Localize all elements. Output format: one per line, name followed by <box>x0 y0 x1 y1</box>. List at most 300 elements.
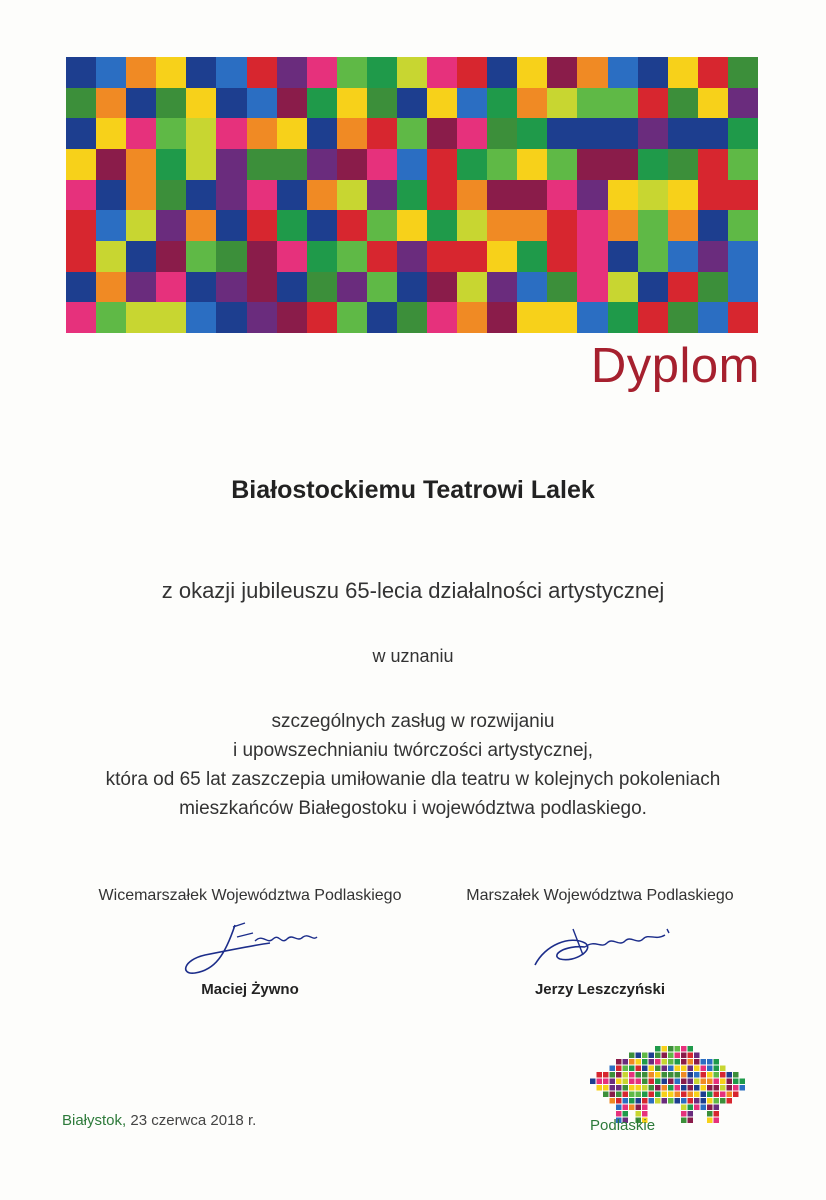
bison-tile <box>694 1105 700 1111</box>
mosaic-tile <box>216 210 246 241</box>
mosaic-tile <box>307 302 337 333</box>
bison-tile <box>714 1118 720 1124</box>
mosaic-tile <box>247 57 277 88</box>
mosaic-tile <box>698 88 728 119</box>
mosaic-tile <box>668 210 698 241</box>
bison-tile <box>688 1098 694 1104</box>
mosaic-tile <box>698 272 728 303</box>
bison-tile <box>629 1105 635 1111</box>
bison-tile <box>720 1066 726 1072</box>
mosaic-tile <box>216 241 246 272</box>
mosaic-tile <box>638 118 668 149</box>
bison-tile <box>636 1098 642 1104</box>
bison-tile <box>681 1118 687 1124</box>
bison-tile <box>727 1079 733 1085</box>
merits-line: która od 65 lat zaszczepia umiłowanie dla teatru w kolejnych pokoleniach <box>105 769 721 790</box>
bison-tile <box>649 1066 655 1072</box>
bison-tile <box>681 1079 687 1085</box>
mosaic-tile <box>397 272 427 303</box>
mosaic-tile <box>216 57 246 88</box>
mosaic-tile <box>577 210 607 241</box>
bison-tile <box>714 1098 720 1104</box>
mosaic-tile <box>337 241 367 272</box>
bison-tile <box>668 1066 674 1072</box>
mosaic-tile <box>547 88 577 119</box>
mosaic-tile <box>457 241 487 272</box>
bison-tile <box>694 1079 700 1085</box>
mosaic-tile <box>277 149 307 180</box>
bison-tile <box>681 1046 687 1052</box>
bison-tile <box>610 1092 616 1098</box>
bison-tile <box>688 1085 694 1091</box>
mosaic-tile <box>397 57 427 88</box>
bison-tile <box>616 1072 622 1078</box>
mosaic-tile <box>337 88 367 119</box>
bison-tile <box>707 1085 713 1091</box>
mosaic-tile <box>638 210 668 241</box>
mosaic-tile <box>487 241 517 272</box>
bison-tile <box>629 1059 635 1065</box>
bison-tile <box>668 1053 674 1059</box>
bison-tile <box>610 1066 616 1072</box>
mosaic-tile <box>547 180 577 211</box>
bison-tile <box>642 1059 648 1065</box>
mosaic-tile <box>397 241 427 272</box>
mosaic-tile <box>577 302 607 333</box>
merits-line: i upowszechnianiu twórczości artystycznej, <box>232 740 594 761</box>
bison-tile <box>623 1092 629 1098</box>
mosaic-tile <box>427 241 457 272</box>
mosaic-tile <box>668 180 698 211</box>
mosaic-tile <box>186 118 216 149</box>
bison-tile <box>636 1072 642 1078</box>
mosaic-tile <box>126 88 156 119</box>
bison-tile <box>655 1092 661 1098</box>
bison-tile <box>681 1059 687 1065</box>
bison-tile <box>694 1092 700 1098</box>
mosaic-tile <box>397 118 427 149</box>
mosaic-tile <box>397 210 427 241</box>
bison-tile <box>707 1098 713 1104</box>
mosaic-tile <box>427 180 457 211</box>
mosaic-tile <box>608 210 638 241</box>
mosaic-tile <box>66 149 96 180</box>
mosaic-tile <box>517 88 547 119</box>
mosaic-tile <box>216 272 246 303</box>
mosaic-tile <box>337 180 367 211</box>
mosaic-tile <box>367 149 397 180</box>
bison-tile <box>675 1085 681 1091</box>
mosaic-tile <box>66 118 96 149</box>
mosaic-tile <box>547 241 577 272</box>
mosaic-tile <box>728 118 758 149</box>
bison-tile <box>655 1066 661 1072</box>
recognition-text: w uznaniu <box>372 646 454 666</box>
mosaic-tile <box>96 241 126 272</box>
mosaic-tile <box>668 57 698 88</box>
bison-tile <box>662 1046 668 1052</box>
mosaic-tile <box>337 302 367 333</box>
mosaic-tile <box>216 118 246 149</box>
bison-tile <box>714 1105 720 1111</box>
mosaic-tile <box>547 57 577 88</box>
bison-tile <box>675 1053 681 1059</box>
mosaic-tile <box>96 272 126 303</box>
bison-tile <box>733 1085 739 1091</box>
bison-tile <box>655 1072 661 1078</box>
mosaic-tile <box>126 210 156 241</box>
mosaic-tile <box>66 241 96 272</box>
bison-tile <box>701 1066 707 1072</box>
mosaic-tile <box>517 180 547 211</box>
bison-tile <box>694 1098 700 1104</box>
mosaic-tile <box>698 118 728 149</box>
mosaic-tile <box>427 149 457 180</box>
mosaic-tile <box>277 118 307 149</box>
mosaic-tile <box>66 180 96 211</box>
bison-tile <box>642 1066 648 1072</box>
mosaic-tile <box>156 88 186 119</box>
bison-tile <box>655 1085 661 1091</box>
bison-tile <box>636 1079 642 1085</box>
bison-tile <box>603 1072 609 1078</box>
mosaic-tile <box>337 118 367 149</box>
bison-tile <box>642 1079 648 1085</box>
bison-tile <box>642 1085 648 1091</box>
mosaic-tile <box>698 210 728 241</box>
mosaic-tile <box>367 210 397 241</box>
bison-tile <box>688 1059 694 1065</box>
bison-tile <box>694 1085 700 1091</box>
bison-tile <box>629 1085 635 1091</box>
mosaic-tile <box>577 241 607 272</box>
mosaic-tile <box>307 57 337 88</box>
mosaic-tile <box>126 272 156 303</box>
mosaic-tile <box>156 302 186 333</box>
bison-tile <box>636 1059 642 1065</box>
mosaic-tile <box>638 241 668 272</box>
mosaic-tile <box>457 302 487 333</box>
bison-tile <box>597 1072 603 1078</box>
mosaic-tile <box>156 272 186 303</box>
merits-line: szczególnych zasług w rozwijaniu <box>271 711 555 732</box>
mosaic-tile <box>728 88 758 119</box>
bison-tile <box>675 1066 681 1072</box>
bison-tile <box>655 1059 661 1065</box>
bison-tile <box>681 1072 687 1078</box>
mosaic-tile <box>487 302 517 333</box>
bison-tile <box>642 1072 648 1078</box>
mosaic-tile <box>427 88 457 119</box>
bison-tile <box>636 1066 642 1072</box>
bison-tile <box>623 1098 629 1104</box>
mosaic-tile <box>186 57 216 88</box>
mosaic-tile <box>547 149 577 180</box>
mosaic-tile <box>397 302 427 333</box>
bison-tile <box>681 1092 687 1098</box>
mosaic-tile <box>397 88 427 119</box>
bison-tile <box>649 1079 655 1085</box>
bison-tile <box>720 1085 726 1091</box>
bison-tile <box>616 1085 622 1091</box>
mosaic-tile <box>337 149 367 180</box>
mosaic-tile <box>247 118 277 149</box>
bison-tile <box>597 1079 603 1085</box>
bison-tile <box>733 1092 739 1098</box>
bison-tile <box>688 1066 694 1072</box>
bison-tile <box>616 1092 622 1098</box>
bison-tile <box>714 1072 720 1078</box>
color-mosaic-banner <box>66 57 758 333</box>
bison-tile <box>675 1059 681 1065</box>
place-and-date <box>62 1112 256 1129</box>
mosaic-tile <box>487 180 517 211</box>
bison-tile <box>707 1111 713 1117</box>
mosaic-tile <box>728 302 758 333</box>
mosaic-tile <box>337 57 367 88</box>
mosaic-tile <box>547 210 577 241</box>
signature-block-vice-marshal <box>70 887 430 998</box>
bison-tile <box>727 1085 733 1091</box>
mosaic-tile <box>247 241 277 272</box>
bison-tile <box>623 1072 629 1078</box>
mosaic-tile <box>608 272 638 303</box>
mosaic-tile <box>487 149 517 180</box>
mosaic-tile <box>216 149 246 180</box>
mosaic-tile <box>126 57 156 88</box>
bison-tile <box>590 1079 596 1085</box>
mosaic-tile <box>457 88 487 119</box>
signature-block-marshal <box>420 887 780 998</box>
bison-tile <box>714 1059 720 1065</box>
mosaic-tile <box>698 302 728 333</box>
bison-tile <box>688 1053 694 1059</box>
bison-tile <box>733 1072 739 1078</box>
mosaic-tile <box>367 180 397 211</box>
bison-tile <box>662 1059 668 1065</box>
bison-tile <box>694 1072 700 1078</box>
mosaic-tile <box>698 149 728 180</box>
mosaic-tile <box>307 149 337 180</box>
bison-tile <box>694 1066 700 1072</box>
mosaic-tile <box>728 57 758 88</box>
mosaic-tile <box>307 210 337 241</box>
mosaic-tile <box>457 118 487 149</box>
mosaic-tile <box>126 302 156 333</box>
bison-tile <box>649 1098 655 1104</box>
mosaic-tile <box>156 210 186 241</box>
mosaic-tile <box>307 180 337 211</box>
mosaic-tile <box>186 180 216 211</box>
bison-tile <box>629 1072 635 1078</box>
mosaic-tile <box>728 210 758 241</box>
mosaic-tile <box>96 149 126 180</box>
mosaic-tile <box>367 272 397 303</box>
bison-tile <box>701 1098 707 1104</box>
mosaic-tile <box>397 180 427 211</box>
merits-paragraph <box>0 707 826 823</box>
mosaic-tile <box>638 180 668 211</box>
bison-tile <box>727 1098 733 1104</box>
bison-tile <box>688 1072 694 1078</box>
bison-tile <box>662 1098 668 1104</box>
bison-tile <box>597 1085 603 1091</box>
mosaic-tile <box>186 210 216 241</box>
bison-tile <box>720 1098 726 1104</box>
bison-tile <box>616 1059 622 1065</box>
podlaskie-logo-label: Podlaskie <box>590 1117 656 1134</box>
signatory-role: Wicemarszałek Województwa Podlaskiego <box>98 887 402 904</box>
mosaic-tile <box>277 302 307 333</box>
bison-tile <box>707 1105 713 1111</box>
mosaic-tile <box>728 272 758 303</box>
bison-tile <box>707 1066 713 1072</box>
mosaic-tile <box>126 118 156 149</box>
mosaic-tile <box>487 272 517 303</box>
bison-tile <box>707 1072 713 1078</box>
mosaic-tile <box>367 241 397 272</box>
mosaic-tile <box>277 57 307 88</box>
bison-tile <box>688 1105 694 1111</box>
bison-tile <box>720 1072 726 1078</box>
mosaic-tile <box>487 210 517 241</box>
mosaic-tile <box>307 272 337 303</box>
bison-tile <box>662 1085 668 1091</box>
bison-tile <box>701 1105 707 1111</box>
mosaic-tile <box>547 272 577 303</box>
bison-tile <box>610 1098 616 1104</box>
bison-tile <box>629 1053 635 1059</box>
bison-tile <box>623 1059 629 1065</box>
bison-tile <box>668 1046 674 1052</box>
mosaic-tile <box>96 88 126 119</box>
mosaic-tile <box>247 210 277 241</box>
occasion-text: z okazji jubileuszu 65-lecia działalności artystycznej <box>161 578 665 603</box>
place-name: Białystok, <box>62 1112 127 1129</box>
mosaic-tile <box>698 241 728 272</box>
mosaic-tile <box>487 118 517 149</box>
mosaic-tile <box>367 88 397 119</box>
bison-tile <box>688 1092 694 1098</box>
bison-tile <box>714 1111 720 1117</box>
mosaic-tile <box>698 180 728 211</box>
mosaic-tile <box>487 88 517 119</box>
merits-line: mieszkańców Białegostoku i województwa podlaskiego. <box>179 798 647 819</box>
bison-tile <box>603 1079 609 1085</box>
bison-tile <box>655 1053 661 1059</box>
mosaic-tile <box>427 302 457 333</box>
bison-tile <box>649 1072 655 1078</box>
handwritten-signature-icon <box>175 915 325 977</box>
mosaic-tile <box>186 272 216 303</box>
mosaic-tile <box>186 149 216 180</box>
bison-tile <box>675 1072 681 1078</box>
bison-tile <box>694 1059 700 1065</box>
mosaic-tile <box>427 272 457 303</box>
mosaic-tile <box>608 118 638 149</box>
bison-tile <box>629 1066 635 1072</box>
mosaic-tile <box>577 180 607 211</box>
mosaic-tile <box>608 57 638 88</box>
bison-tile <box>642 1098 648 1104</box>
recipient-name: Białostockiemu Teatrowi Lalek <box>231 476 595 504</box>
mosaic-tile <box>668 272 698 303</box>
bison-tile <box>610 1079 616 1085</box>
mosaic-tile <box>66 272 96 303</box>
mosaic-tile <box>457 180 487 211</box>
mosaic-tile <box>638 149 668 180</box>
bison-tile <box>636 1053 642 1059</box>
bison-tile <box>701 1072 707 1078</box>
mosaic-tile <box>277 180 307 211</box>
bison-tile <box>649 1053 655 1059</box>
bison-tile <box>675 1098 681 1104</box>
mosaic-tile <box>156 118 186 149</box>
bison-tile <box>681 1066 687 1072</box>
mosaic-tile <box>126 180 156 211</box>
bison-tile <box>603 1085 609 1091</box>
bison-tile <box>668 1085 674 1091</box>
bison-tile <box>649 1059 655 1065</box>
mosaic-tile <box>66 302 96 333</box>
bison-tile <box>688 1046 694 1052</box>
mosaic-tile <box>547 118 577 149</box>
bison-tile <box>655 1079 661 1085</box>
bison-tile <box>662 1066 668 1072</box>
mosaic-tile <box>337 272 367 303</box>
mosaic-tile <box>457 149 487 180</box>
bison-tile <box>649 1092 655 1098</box>
mosaic-tile <box>638 272 668 303</box>
bison-tile <box>681 1111 687 1117</box>
bison-tile <box>636 1092 642 1098</box>
mosaic-tile <box>668 118 698 149</box>
bison-tile <box>642 1092 648 1098</box>
bison-tile <box>636 1111 642 1117</box>
mosaic-tile <box>577 57 607 88</box>
mosaic-tile <box>96 210 126 241</box>
bison-tile <box>714 1085 720 1091</box>
mosaic-tile <box>96 302 126 333</box>
bison-tile <box>740 1079 746 1085</box>
mosaic-tile <box>277 241 307 272</box>
mosaic-tile <box>728 149 758 180</box>
bison-tile <box>655 1098 661 1104</box>
mosaic-tile <box>216 180 246 211</box>
mosaic-tile <box>668 88 698 119</box>
bison-tile <box>668 1059 674 1065</box>
mosaic-tile <box>96 118 126 149</box>
mosaic-tile <box>608 180 638 211</box>
mosaic-tile <box>728 180 758 211</box>
mosaic-tile <box>186 302 216 333</box>
mosaic-tile <box>577 272 607 303</box>
bison-tile <box>681 1098 687 1104</box>
mosaic-tile <box>608 241 638 272</box>
bison-tile <box>688 1118 694 1124</box>
bison-tile <box>675 1079 681 1085</box>
bison-tile <box>714 1066 720 1072</box>
mosaic-tile <box>66 57 96 88</box>
mosaic-tile <box>517 57 547 88</box>
bison-tile <box>701 1092 707 1098</box>
bison-tile <box>623 1066 629 1072</box>
bison-tile <box>694 1053 700 1059</box>
diploma-title: Dyplom <box>590 339 760 393</box>
mosaic-tile <box>96 57 126 88</box>
mosaic-tile <box>517 272 547 303</box>
bison-tile <box>616 1098 622 1104</box>
